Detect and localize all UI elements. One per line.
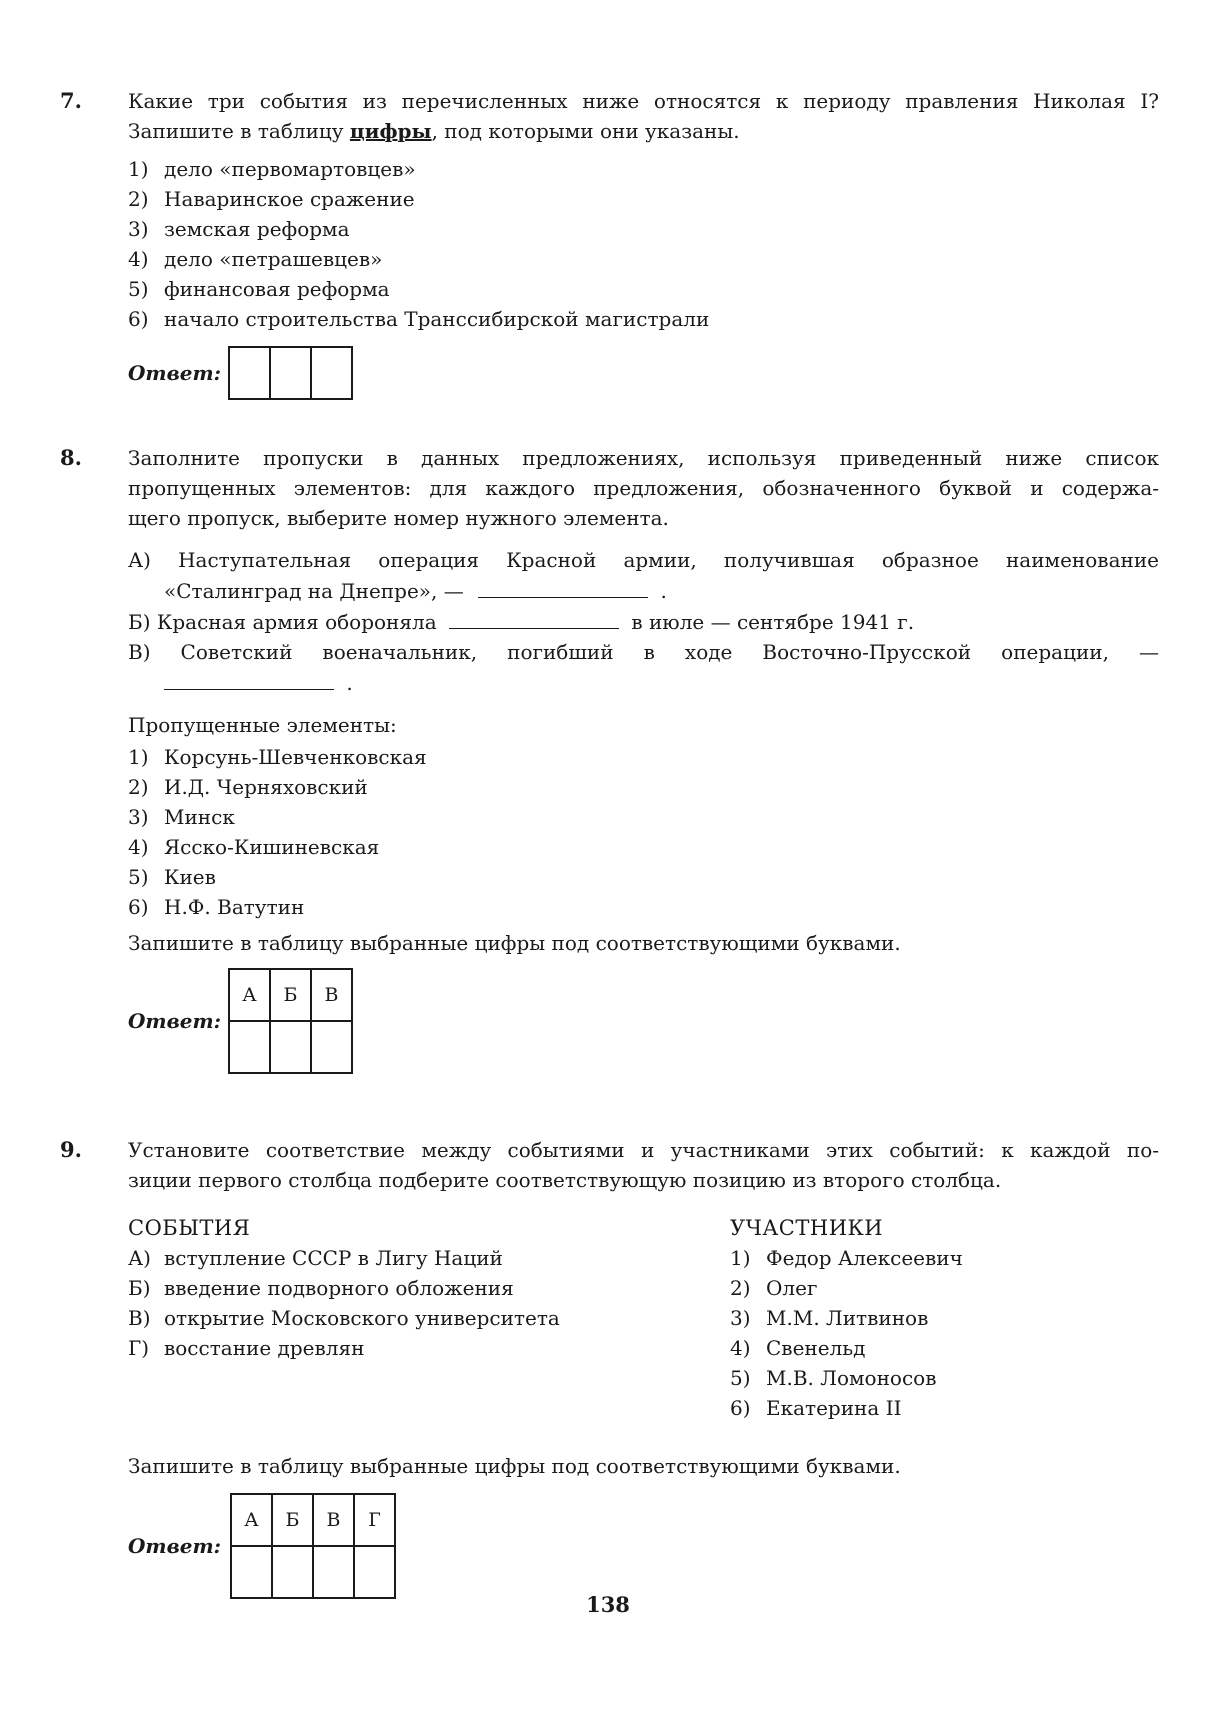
participant-number: 1) bbox=[730, 1246, 751, 1270]
participant-number: 5) bbox=[730, 1366, 751, 1390]
question-8-intro-line3: щего пропуск, выберите номер нужного элемента. bbox=[128, 506, 669, 530]
list-item bbox=[128, 832, 1159, 862]
sentence-a-text: «Сталинград на Днепре», — bbox=[164, 579, 464, 603]
answer-cell[interactable] bbox=[270, 1021, 311, 1073]
sentence-c-end: . bbox=[346, 671, 353, 695]
element-text: Киев bbox=[164, 865, 216, 889]
element-number: 1) bbox=[128, 745, 149, 769]
element-text: Ясско-Кишиневская bbox=[164, 835, 380, 859]
question-7-answer bbox=[128, 346, 1159, 404]
option-number: 2) bbox=[128, 187, 149, 211]
events-list bbox=[128, 1243, 560, 1363]
option-number: 4) bbox=[128, 247, 149, 271]
page-number: 138 bbox=[586, 1592, 630, 1617]
column-header-b: Б bbox=[272, 1494, 313, 1546]
list-item bbox=[128, 1273, 560, 1303]
list-item bbox=[128, 1243, 560, 1273]
element-number: 4) bbox=[128, 835, 149, 859]
question-7-number: 7. bbox=[60, 88, 82, 113]
question-9-intro-line1: Установите соответствие между событиями и участниками этих событий: к каждой по- bbox=[128, 1138, 1159, 1162]
sentence-c-line1: В) Советский военачальник, погибший в ходе Восточно-Прусской операции, — bbox=[128, 640, 1159, 664]
question-9-instruction: Запишите в таблицу выбранные цифры под соответствующими буквами. bbox=[128, 1454, 901, 1478]
sentence-a-line2 bbox=[128, 575, 1159, 606]
question-8-intro-line2: пропущенных элементов: для каждого предложения, обозначенного буквой и содержа- bbox=[128, 476, 1159, 500]
question-9-answer bbox=[128, 1493, 1159, 1603]
list-item bbox=[128, 184, 1159, 214]
emphasis-digits: цифры bbox=[349, 119, 432, 143]
event-text: вступление СССР в Лигу Наций bbox=[164, 1246, 503, 1270]
blank-a[interactable] bbox=[478, 575, 648, 598]
event-letter: А) bbox=[128, 1246, 151, 1270]
element-text: И.Д. Черняховский bbox=[164, 775, 368, 799]
option-text: начало строительства Транссибирской магистрали bbox=[164, 307, 710, 331]
event-letter: Б) bbox=[128, 1276, 151, 1300]
event-text: открытие Московского университета bbox=[164, 1306, 560, 1330]
option-number: 1) bbox=[128, 157, 149, 181]
list-item bbox=[128, 1333, 560, 1363]
blank-b[interactable] bbox=[449, 606, 619, 629]
element-number: 5) bbox=[128, 865, 149, 889]
answer-table bbox=[230, 1493, 396, 1599]
answer-cell[interactable] bbox=[311, 347, 352, 399]
sentence-a-end: . bbox=[660, 579, 667, 603]
participants-list bbox=[730, 1243, 963, 1423]
list-item bbox=[128, 214, 1159, 244]
question-9-number: 9. bbox=[60, 1137, 82, 1162]
column-header-a: А bbox=[229, 969, 270, 1021]
participant-text: М.М. Литвинов bbox=[766, 1306, 929, 1330]
question-8-answer bbox=[128, 968, 1159, 1078]
list-item bbox=[128, 304, 1159, 334]
answer-label: Ответ: bbox=[128, 1009, 221, 1033]
element-text: Н.Ф. Ватутин bbox=[164, 895, 305, 919]
list-item bbox=[128, 772, 1159, 802]
option-text: дело «петрашевцев» bbox=[164, 247, 383, 271]
option-text: дело «первомартовцев» bbox=[164, 157, 416, 181]
answer-cell[interactable] bbox=[229, 347, 270, 399]
option-number: 5) bbox=[128, 277, 149, 301]
event-letter: В) bbox=[128, 1306, 151, 1330]
event-text: восстание древлян bbox=[164, 1336, 365, 1360]
option-text: земская реформа bbox=[164, 217, 350, 241]
element-number: 2) bbox=[128, 775, 149, 799]
participant-text: М.В. Ломоносов bbox=[766, 1366, 937, 1390]
option-text: финансовая реформа bbox=[164, 277, 390, 301]
sentence-a-line1: А) Наступательная операция Красной армии, получившая образное наименование bbox=[128, 548, 1159, 572]
option-text: Наваринское сражение bbox=[164, 187, 415, 211]
participant-number: 4) bbox=[730, 1336, 751, 1360]
participant-text: Федор Алексеевич bbox=[766, 1246, 963, 1270]
answer-cell[interactable] bbox=[229, 1021, 270, 1073]
missing-elements-list bbox=[128, 742, 1159, 922]
participant-text: Олег bbox=[766, 1276, 818, 1300]
participants-column bbox=[730, 1213, 963, 1423]
participant-number: 2) bbox=[730, 1276, 751, 1300]
events-header: СОБЫТИЯ bbox=[128, 1216, 251, 1240]
sentence-b-text: Б) Красная армия обороняла bbox=[128, 610, 437, 634]
list-item bbox=[128, 742, 1159, 772]
column-header-v: В bbox=[313, 1494, 354, 1546]
list-item bbox=[730, 1243, 963, 1273]
list-item bbox=[730, 1273, 963, 1303]
question-7-intro-line1: Какие три события из перечисленных ниже относятся к периоду правления Николая I? bbox=[128, 89, 1159, 113]
answer-table bbox=[228, 346, 353, 400]
answer-table bbox=[228, 968, 353, 1074]
sentence-b bbox=[128, 606, 1159, 637]
list-item bbox=[730, 1363, 963, 1393]
intro-text: Запишите в таблицу bbox=[128, 119, 350, 143]
answer-label: Ответ: bbox=[128, 361, 221, 385]
question-8-sentences bbox=[128, 545, 1159, 698]
column-header-v: В bbox=[311, 969, 352, 1021]
option-number: 6) bbox=[128, 307, 149, 331]
list-item bbox=[128, 274, 1159, 304]
matching-columns bbox=[128, 1213, 1159, 1423]
answer-cell[interactable] bbox=[270, 347, 311, 399]
answer-label: Ответ: bbox=[128, 1534, 221, 1558]
question-8-intro-line1: Заполните пропуски в данных предложениях, используя приведенный ниже список bbox=[128, 446, 1159, 470]
participant-text: Свенельд bbox=[766, 1336, 866, 1360]
list-item bbox=[128, 154, 1159, 184]
question-7-intro-line2 bbox=[128, 116, 1159, 146]
list-item bbox=[730, 1303, 963, 1333]
question-9-intro-line2: зиции первого столбца подберите соответствующую позицию из второго столбца. bbox=[128, 1168, 1002, 1192]
option-number: 3) bbox=[128, 217, 149, 241]
question-8-number: 8. bbox=[60, 445, 82, 470]
sentence-c-line2 bbox=[128, 667, 1159, 698]
element-text: Корсунь-Шевченковская bbox=[164, 745, 427, 769]
list-item bbox=[128, 862, 1159, 892]
element-text: Минск bbox=[164, 805, 235, 829]
participant-number: 6) bbox=[730, 1396, 751, 1420]
column-header-a: А bbox=[231, 1494, 272, 1546]
answer-cell[interactable] bbox=[311, 1021, 352, 1073]
list-item bbox=[730, 1393, 963, 1423]
column-header-b: Б bbox=[270, 969, 311, 1021]
event-letter: Г) bbox=[128, 1336, 150, 1360]
list-item bbox=[128, 1303, 560, 1333]
question-7-options bbox=[128, 154, 1159, 334]
intro-text-end: , под которыми они указаны. bbox=[431, 119, 740, 143]
participants-header: УЧАСТНИКИ bbox=[730, 1216, 884, 1240]
participant-text: Екатерина II bbox=[766, 1396, 902, 1420]
element-number: 6) bbox=[128, 895, 149, 919]
blank-c[interactable] bbox=[164, 667, 334, 690]
column-header-g: Г bbox=[354, 1494, 395, 1546]
question-8-instruction: Запишите в таблицу выбранные цифры под соответствующими буквами. bbox=[128, 931, 901, 955]
list-item bbox=[128, 244, 1159, 274]
list-item bbox=[128, 892, 1159, 922]
list-item bbox=[128, 802, 1159, 832]
missing-elements-header: Пропущенные элементы: bbox=[128, 713, 397, 737]
sentence-b-end: в июле — сентябре 1941 г. bbox=[631, 610, 915, 634]
element-number: 3) bbox=[128, 805, 149, 829]
list-item bbox=[730, 1333, 963, 1363]
events-column bbox=[128, 1213, 560, 1363]
event-text: введение подворного обложения bbox=[164, 1276, 514, 1300]
participant-number: 3) bbox=[730, 1306, 751, 1330]
